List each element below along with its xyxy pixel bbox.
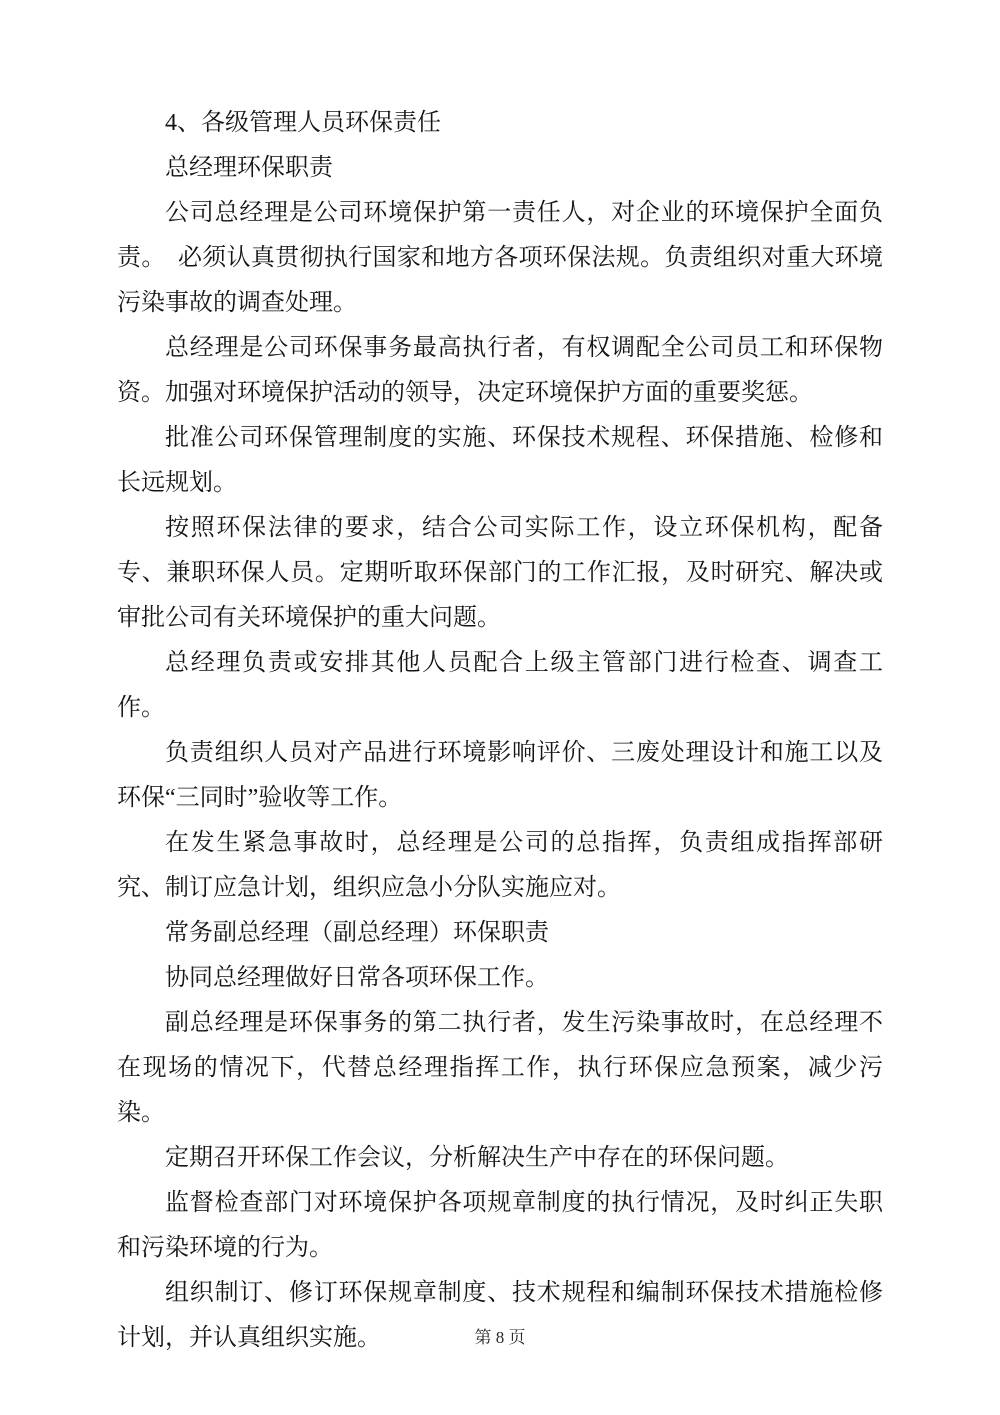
paragraph: 总经理是公司环保事务最高执行者，有权调配全公司员工和环保物资。加强对环境保护活动的领导，决定环境保护方面的重要奖惩。 xyxy=(117,335,883,406)
paragraph: 总经理负责或安排其他人员配合上级主管部门进行检查、调查工作。 xyxy=(117,650,883,721)
paragraph: 协同总经理做好日常各项环保工作。 xyxy=(165,965,549,991)
paragraph: 常务副总经理（副总经理）环保职责 xyxy=(165,920,549,946)
paragraph: 总经理环保职责 xyxy=(165,155,333,181)
page-number-label: 第 8 页 xyxy=(474,1328,526,1347)
paragraph: 4、各级管理人员环保责任 xyxy=(165,110,441,136)
document-body xyxy=(117,101,883,1361)
paragraph: 批准公司环保管理制度的实施、环保技术规程、环保措施、检修和长远规划。 xyxy=(117,425,883,496)
paragraph: 在发生紧急事故时，总经理是公司的总指挥，负责组成指挥部研究、制订应急计划，组织应急小分队实施应对。 xyxy=(117,830,883,901)
paragraph: 定期召开环保工作会议，分析解决生产中存在的环保问题。 xyxy=(165,1145,789,1171)
paragraph: 按照环保法律的要求，结合公司实际工作，设立环保机构，配备专、兼职环保人员。定期听取环保部门的工作汇报，及时研究、解决或审批公司有关环境保护的重大问题。 xyxy=(117,515,883,631)
paragraph: 负责组织人员对产品进行环境影响评价、三废处理设计和施工以及环保“三同时”验收等工作。 xyxy=(117,740,883,811)
paragraph: 公司总经理是公司环境保护第一责任人，对企业的环境保护全面负责。 必须认真贯彻执行国家和地方各项环保法规。负责组织对重大环境污染事故的调查处理。 xyxy=(117,200,883,316)
paragraph: 组织制订、修订环保规章制度、技术规程和编制环保技术措施检修计划，并认真组织实施。 xyxy=(117,1280,883,1351)
paragraph: 副总经理是环保事务的第二执行者，发生污染事故时，在总经理不在现场的情况下，代替总经理指挥工作，执行环保应急预案，减少污染。 xyxy=(117,1010,883,1126)
page-footer xyxy=(0,1327,1000,1349)
paragraph: 监督检查部门对环境保护各项规章制度的执行情况，及时纠正失职和污染环境的行为。 xyxy=(117,1190,883,1261)
